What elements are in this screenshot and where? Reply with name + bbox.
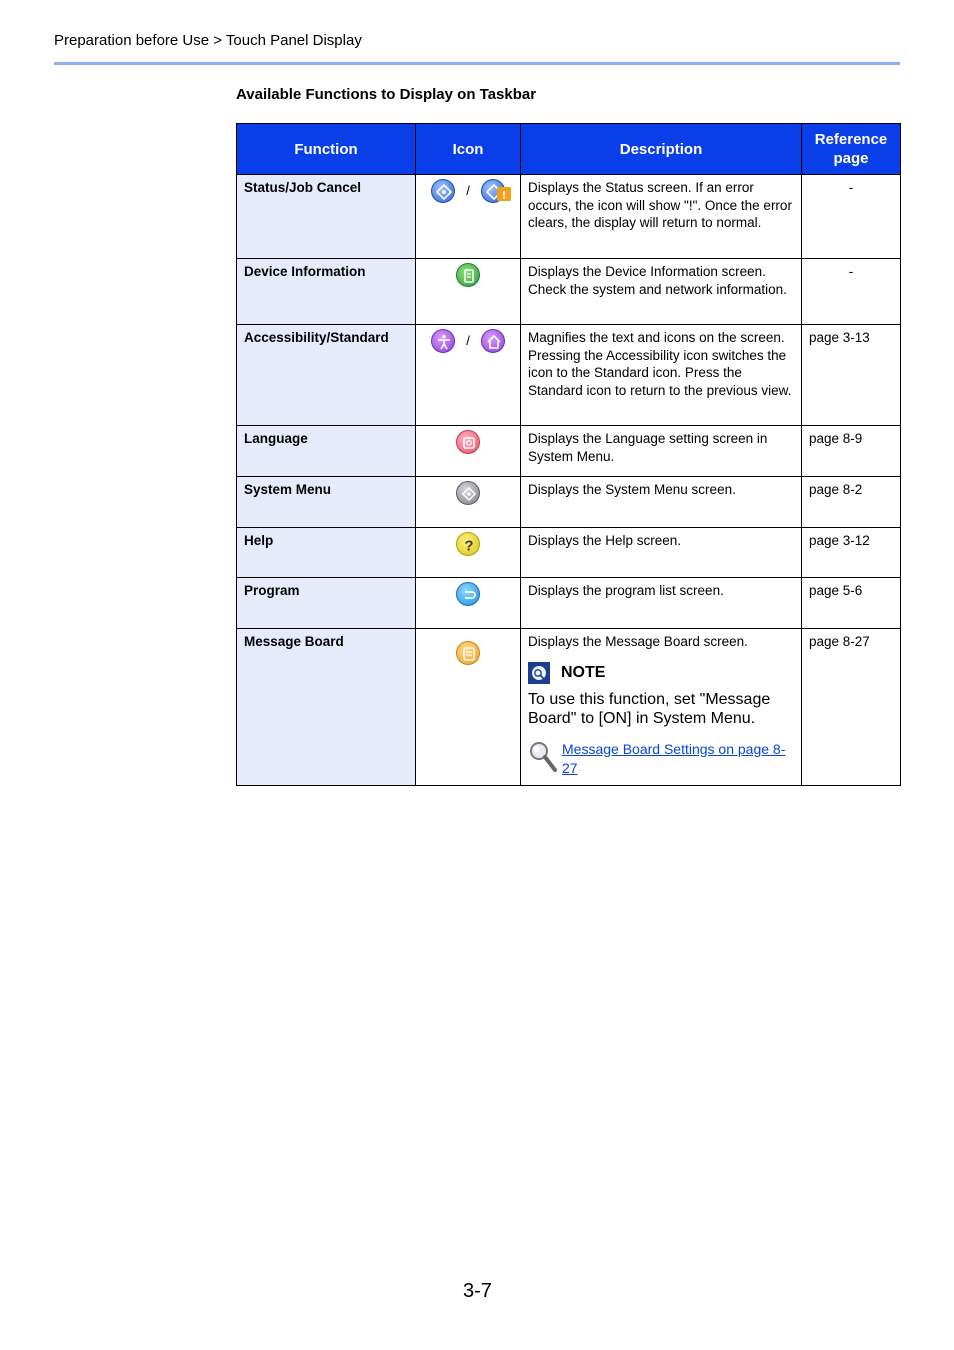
row-icon-cell — [416, 578, 521, 629]
standard-home-icon — [481, 329, 505, 353]
row-reference: page 8-27 — [802, 629, 901, 786]
row-description: Displays the Status screen. If an error occurs, the icon will show "!". Once the error clears, the display will return to normal. — [521, 175, 802, 259]
row-function: Program — [237, 578, 416, 629]
device-information-icon — [456, 263, 480, 287]
row-icon-cell — [416, 426, 521, 477]
note-text: To use this function, set "Message Board" to [ON] in System Menu. — [528, 690, 771, 727]
accessibility-icon — [431, 329, 455, 353]
status-icon — [431, 179, 455, 203]
table-row — [237, 578, 901, 629]
language-icon — [456, 430, 480, 454]
note-header — [528, 662, 794, 684]
row-reference: page 8-9 — [802, 426, 901, 477]
svg-text:?: ? — [464, 537, 474, 555]
section-title: Available Functions to Display on Taskbar — [236, 86, 537, 103]
row-function: Device Information — [237, 259, 416, 325]
row-reference: - — [802, 259, 901, 325]
table-row — [237, 477, 901, 528]
row-description-cell — [521, 629, 802, 786]
table-row — [237, 528, 901, 578]
header-reference: Reference page — [802, 124, 901, 175]
row-function: Accessibility/Standard — [237, 325, 416, 426]
header-icon: Icon — [416, 124, 521, 175]
header-rule — [54, 62, 900, 65]
message-board-settings-link[interactable]: Message Board Settings on page 8-27 — [562, 740, 786, 776]
table-row — [237, 259, 901, 325]
row-reference: page 3-12 — [802, 528, 901, 578]
message-board-icon — [456, 641, 480, 665]
breadcrumb: Preparation before Use > Touch Panel Display — [54, 32, 362, 49]
table-row — [237, 426, 901, 477]
row-description: Displays the program list screen. — [521, 578, 802, 629]
row-function: Help — [237, 528, 416, 578]
program-icon — [456, 582, 480, 606]
table-row — [237, 325, 901, 426]
table-row — [237, 629, 901, 786]
header-description: Description — [521, 124, 802, 175]
row-reference: page 3-13 — [802, 325, 901, 426]
table-header-row — [237, 124, 901, 175]
note-icon — [528, 662, 550, 684]
row-icon-cell — [416, 629, 521, 786]
table-row — [237, 175, 901, 259]
icon-separator: / — [466, 183, 470, 199]
system-menu-icon — [456, 481, 480, 505]
page-number: 3-7 — [463, 1280, 492, 1302]
row-icon-cell — [416, 477, 521, 528]
note-label: NOTE — [561, 663, 606, 681]
row-description: Displays the Help screen. — [521, 528, 802, 578]
reference-link-row — [528, 740, 794, 778]
row-description: Displays the Device Information screen. Check the system and network information. — [521, 259, 802, 325]
row-reference: page 8-2 — [802, 477, 901, 528]
icon-separator: / — [466, 333, 470, 349]
row-description: Magnifies the text and icons on the screen. Pressing the Accessibility icon switches the icon to the Standard icon. Press the Standard icon to return to the previous view. — [521, 325, 802, 426]
row-reference: - — [802, 175, 901, 259]
help-icon — [456, 532, 480, 556]
row-description: Displays the Message Board screen. — [528, 634, 748, 649]
row-icon-cell — [416, 325, 521, 426]
magnifier-icon — [528, 740, 558, 774]
svg-text:!: ! — [501, 189, 506, 202]
row-icon-cell — [416, 175, 521, 259]
status-error-icon — [481, 179, 505, 203]
header-function: Function — [237, 124, 416, 175]
row-icon-cell — [416, 528, 521, 578]
functions-table — [236, 123, 901, 786]
row-function: Language — [237, 426, 416, 477]
row-description: Displays the System Menu screen. — [521, 477, 802, 528]
row-reference: page 5-6 — [802, 578, 901, 629]
row-function: Status/Job Cancel — [237, 175, 416, 259]
row-function: Message Board — [237, 629, 416, 786]
row-description: Displays the Language setting screen in System Menu. — [521, 426, 802, 477]
row-function: System Menu — [237, 477, 416, 528]
row-icon-cell — [416, 259, 521, 325]
